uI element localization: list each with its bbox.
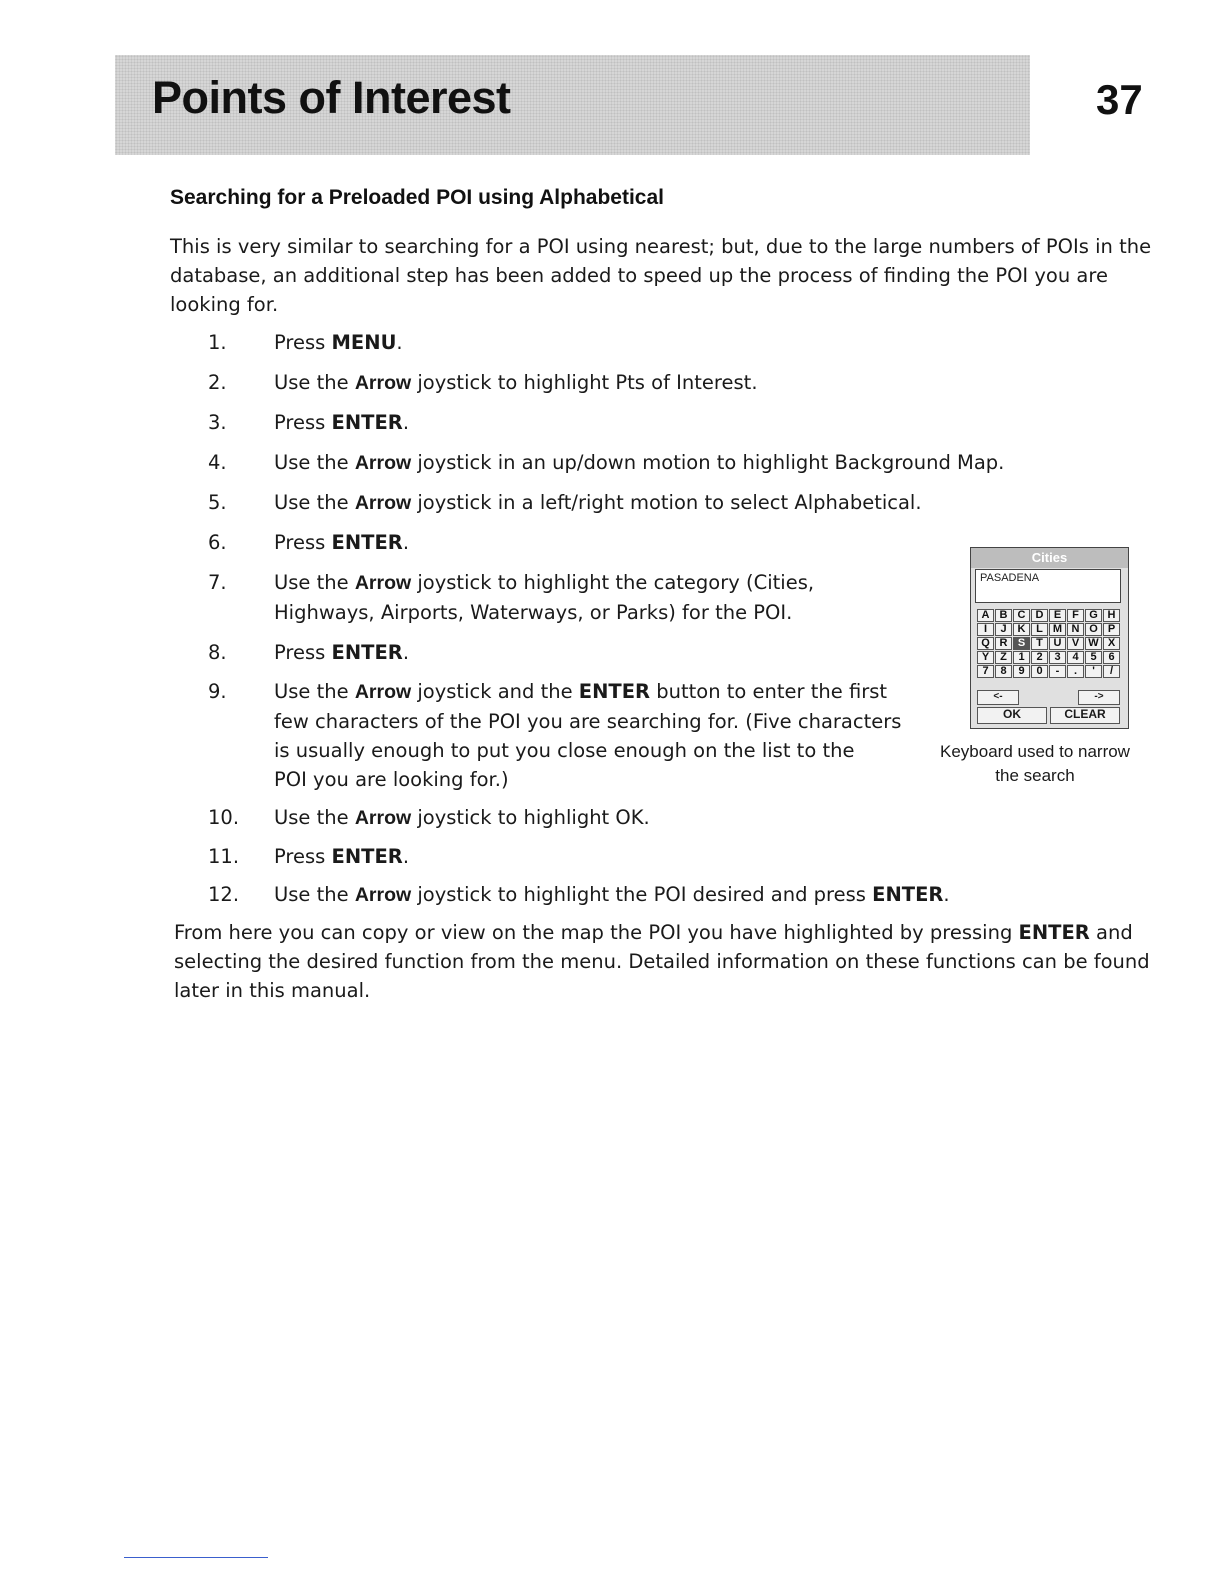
menu-term: OK [615,806,644,829]
step-text [274,638,974,667]
keyboard-key-grid [977,609,1120,678]
keyboard-key: A [977,609,994,622]
keyboard-key: 9 [1013,665,1030,678]
step-text [274,842,974,871]
keyboard-key: W [1085,637,1102,650]
keyboard-key: I [977,623,994,636]
keyboard-key: V [1067,637,1084,650]
keyboard-key: / [1103,665,1120,678]
right-arrow-key: -> [1078,690,1120,705]
text: . [402,411,410,434]
text: ) for the POI. [668,601,793,624]
subheading: Searching for a Preloaded POI using Alphabetical [170,186,665,209]
text: . [402,641,410,664]
text: Use the [274,571,355,594]
text: Use the [274,451,355,474]
keyboard-key: T [1031,637,1048,650]
key-label: Arrow [354,681,412,703]
step-number: 6. [208,531,227,554]
text: is usually enough to put you close enough on the list to the [274,739,855,762]
text: , [368,601,381,624]
keyboard-key: - [1049,665,1066,678]
keyboard-key: C [1013,609,1030,622]
keyboard-key: R [995,637,1012,650]
text: Use the [274,371,355,394]
keyboard-key: S [1013,637,1030,650]
step-text [274,528,974,557]
left-arrow-key: <- [977,690,1019,705]
keyboard-key: K [1013,623,1030,636]
text: joystick to highlight the category ( [411,571,754,594]
intro-paragraph: This is very similar to searching for a POI using nearest; but, due to the large numbers of POIs in the database, an additional step has been added to speed up the process of finding the POI you are looking for. [170,235,1152,316]
text: Use the [274,491,355,514]
figure-caption [924,740,1146,788]
key-label: Arrow [354,452,412,474]
menu-term: Pts of Interest [615,371,752,394]
key-label: ENTER [331,411,403,434]
step-number: 1. [208,331,227,354]
key-label: ENTER [578,680,651,703]
step-text [274,328,974,357]
text: few characters of the POI you are searching for. (Five characters [274,710,902,733]
section-title: Points of Interest [152,72,511,123]
caption-line: the search [995,766,1075,785]
text: Press [274,531,332,554]
step-number: 12. [208,883,240,906]
keyboard-key: 3 [1049,651,1066,664]
step-number: 3. [208,411,227,434]
keyboard-key: P [1103,623,1120,636]
keyboard-key: 5 [1085,651,1102,664]
ok-key: OK [977,707,1047,724]
key-label: ENTER [331,845,403,868]
text: . [998,451,1005,474]
text: joystick to highlight the POI desired and press [411,883,873,906]
step-text [274,677,964,794]
keyboard-key: . [1067,665,1084,678]
step-number: 2. [208,371,227,394]
step-text [274,568,934,627]
step-text [274,488,1094,518]
keyboard-button-row [977,707,1120,723]
text: . [643,806,650,829]
keyboard-key: 7 [977,665,994,678]
menu-term: Waterways [470,601,578,624]
key-label: Arrow [354,572,412,594]
step-text [274,880,1134,910]
text: , or [577,601,616,624]
text: . [396,331,403,354]
text: Press [274,845,332,868]
keyboard-key: 6 [1103,651,1120,664]
key-label: ENTER [872,883,944,906]
step-number: 9. [208,680,227,703]
keyboard-key: F [1067,609,1084,622]
text: . [943,883,950,906]
step-number: 10. [208,806,240,829]
keyboard-key: J [995,623,1012,636]
text: and selecting the desired function from the menu. Detailed information on these functions can be found later in this manual. [174,921,1150,1002]
keyboard-arrow-row [977,690,1120,704]
menu-term: Alphabetical [794,491,916,514]
text: joystick and the [411,680,579,703]
text: Use the [274,806,355,829]
keyboard-key: U [1049,637,1066,650]
keyboard-key: D [1031,609,1048,622]
step-text [274,368,974,398]
keyboard-key: L [1031,623,1048,636]
text: . [402,531,410,554]
text: joystick to highlight [411,371,616,394]
key-label: ENTER [331,641,403,664]
keyboard-input-field: PASADENA [975,569,1121,603]
text: . [915,491,922,514]
keyboard-key: N [1067,623,1084,636]
key-label: Arrow [354,884,412,906]
text: , [807,571,815,594]
keyboard-key: Z [995,651,1012,664]
text: Use the [274,680,355,703]
text: POI you are looking for.) [274,768,509,791]
text: Press [274,641,332,664]
text: , [457,601,471,624]
keyboard-key: 0 [1031,665,1048,678]
step-number: 8. [208,641,227,664]
step-number: 4. [208,451,227,474]
text: Use the [274,883,355,906]
step-number: 11. [208,845,240,868]
key-label: Arrow [354,807,412,829]
step-text [274,803,974,833]
key-label: ENTER [1018,921,1090,944]
keyboard-title: Cities [971,548,1128,568]
keyboard-key: Q [977,637,994,650]
step-text [274,408,974,437]
text: joystick to highlight [411,806,616,829]
keyboard-key: 1 [1013,651,1030,664]
text: button to enter the first [650,680,888,703]
keyboard-key: O [1085,623,1102,636]
menu-term: Background Map [834,451,999,474]
keyboard-key: 2 [1031,651,1048,664]
keyboard-key: G [1085,609,1102,622]
clear-key: CLEAR [1050,707,1120,724]
keyboard-key: E [1049,609,1066,622]
menu-term: Parks [615,601,669,624]
caption-line: Keyboard used to narrow [940,742,1130,761]
key-label: ENTER [331,531,403,554]
keyboard-key: M [1049,623,1066,636]
page-number: 37 [1096,76,1143,123]
footnote-rule [124,1557,268,1558]
keyboard-key: 4 [1067,651,1084,664]
keyboard-key: Y [977,651,994,664]
key-label: MENU [331,331,397,354]
text: Press [274,331,332,354]
key-label: Arrow [354,492,412,514]
text: joystick in an up/down motion to highlight [411,451,835,474]
text: Press [274,411,332,434]
text: . [402,845,410,868]
menu-term: Cities [753,571,808,594]
step-text [274,448,1094,478]
keyboard-key: H [1103,609,1120,622]
keyboard-key: X [1103,637,1120,650]
keyboard-key: B [995,609,1012,622]
text: . [751,371,758,394]
text: joystick in a left/right motion to select [411,491,795,514]
closing-paragraph [174,918,1164,1005]
key-label: Arrow [354,372,412,394]
keyboard-key: ' [1085,665,1102,678]
step-number: 5. [208,491,227,514]
text: From here you can copy or view on the map the POI you have highlighted by pressing [174,921,1019,944]
menu-term: Highways [274,601,369,624]
keyboard-key: 8 [995,665,1012,678]
step-number: 7. [208,571,227,594]
keyboard-figure [970,547,1129,729]
menu-term: Airports [380,601,458,624]
